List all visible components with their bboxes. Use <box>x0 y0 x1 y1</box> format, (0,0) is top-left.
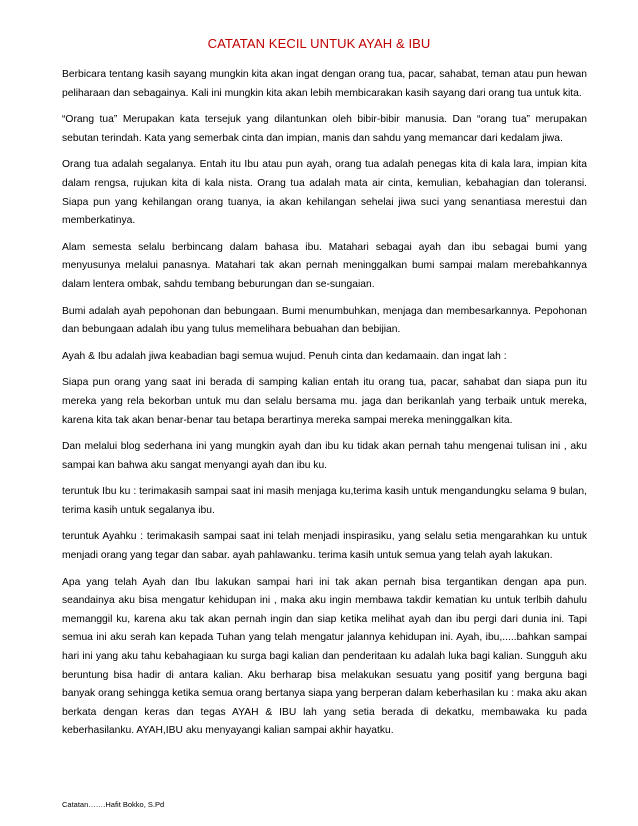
paragraph: “Orang tua” Merupakan kata tersejuk yang dilantunkan oleh bibir-bibir manusia. Dan “orang tua” merupakan sebutan terindah. Kata yang semerbak cinta dan impian, manis dan sahdu yang memancar dari kedalam jiwa. <box>62 114 587 144</box>
document-footer: Catatan…….Hafit Bokko, S.Pd <box>62 800 165 809</box>
paragraph: Berbicara tentang kasih sayang mungkin kita akan ingat dengan orang tua, pacar, sahabat, teman atau pun hewan peliharaan dan sebagainya. Kali ini mungkin kita akan lebih membicarakan kasih sayang dari orang tua untuk kita. <box>62 69 587 99</box>
paragraph: Ayah & Ibu adalah jiwa keabadian bagi semua wujud. Penuh cinta dan kedamaain. dan ingat lah : <box>62 350 507 362</box>
document-body <box>62 66 587 749</box>
paragraph: Bumi adalah ayah pepohonan dan bebungaan. Bumi menumbuhkan, menjaga dan membesarkannya. Pepohonan dan bebungaan adalah ibu yang tulus memelihara bebuahan dan bebijian. <box>62 305 587 336</box>
paragraph: Alam semesta selalu berbincang dalam bahasa ibu. Matahari sebagai ayah dan ibu sebagai bumi yang menyusunya melalui panasnya. Matahari tak akan pernah meninggalkan bumi sampai malam merebahkannya dalam lentera ombak, sahdu tembang beburungan dan se-sungaian. <box>62 241 587 290</box>
paragraph: Apa yang telah Ayah dan Ibu lakukan sampai hari ini tak akan pernah bisa tergantikan dengan apa pun. seandainya aku bisa mengatur kehidupan ini , maka aku ingin membawa takdir kematian ku untuk terlbih dahulu memanggil ku, karena aku tak akan pernah ingin dan siap ketika melihat ayah dan ibu pergi dari dunia ini. Tapi semua ini aku serah kan kepada Tuhan yang telah mengatur jalannya kehidupan ini. Ayah, ibu,.....bahkan sampai hari ini yang aku tahu kebahagiaan ku surga bagi kalian dan penderitaan ku adalah luka bagi kalian. Sungguh aku beruntung bisa hadir di antara kalian. Aku berharap bisa melakukan sesuatu yang positif yang berguna bagi banyak orang sehingga ketika semua orang bertanya siapa yang berperan dalam keberhasilan ku : maka aku akan berkata dengan keras dan tegas AYAH & IBU lah yang setia berada di dekatku, membawaka ku pada keberhasilanku. AYAH,IBU aku menyayangi kalian sampai akhir hayatku. <box>62 576 587 737</box>
paragraph: Orang tua adalah segalanya. Entah itu Ibu atau pun ayah, orang tua adalah penegas kita di kala lara, impian kita dalam rengsa, rujukan kita di kala nista. Orang tua adalah mata air cinta, kemulian, kebahagian dan toleransi. Siapa pun yang kehilangan orang tuanya, ia akan kehilangan sehelai jiwa suci yang senantiasa merestui dan memberkatinya. <box>62 159 587 227</box>
document-title: CATATAN KECIL UNTUK AYAH & IBU <box>207 36 431 51</box>
paragraph: Dan melalui blog sederhana ini yang mungkin ayah dan ibu ku tidak akan pernah tahu mengenai tulisan ini , aku sampai kan bahwa aku sangat menyangi ayah dan ibu ku. <box>62 441 587 471</box>
paragraph: Siapa pun orang yang saat ini berada di samping kalian entah itu orang tua, pacar, sahabat dan siapa pun itu mereka yang rela bekorban untuk mu dan selalu bersama mu. jaga dan berikanlah yang terbaik untuk mereka, karena kita tak akan benar-benar tau betapa berartinya mereka sampai mereka meninggalkan kita. <box>62 377 587 426</box>
paragraph: teruntuk Ayahku : terimakasih sampai saat ini telah menjadi inspirasiku, yang selalu setia mengarahkan ku untuk menjadi orang yang tegar dan sabar. ayah pahlawanku. terima kasih untuk semua yang telah ayah lakukan. <box>62 531 587 562</box>
paragraph: teruntuk Ibu ku : terimakasih sampai saat ini masih menjaga ku,terima kasih untuk mengandungku selama 9 bulan, terima kasih untuk segalanya ibu. <box>62 486 587 516</box>
